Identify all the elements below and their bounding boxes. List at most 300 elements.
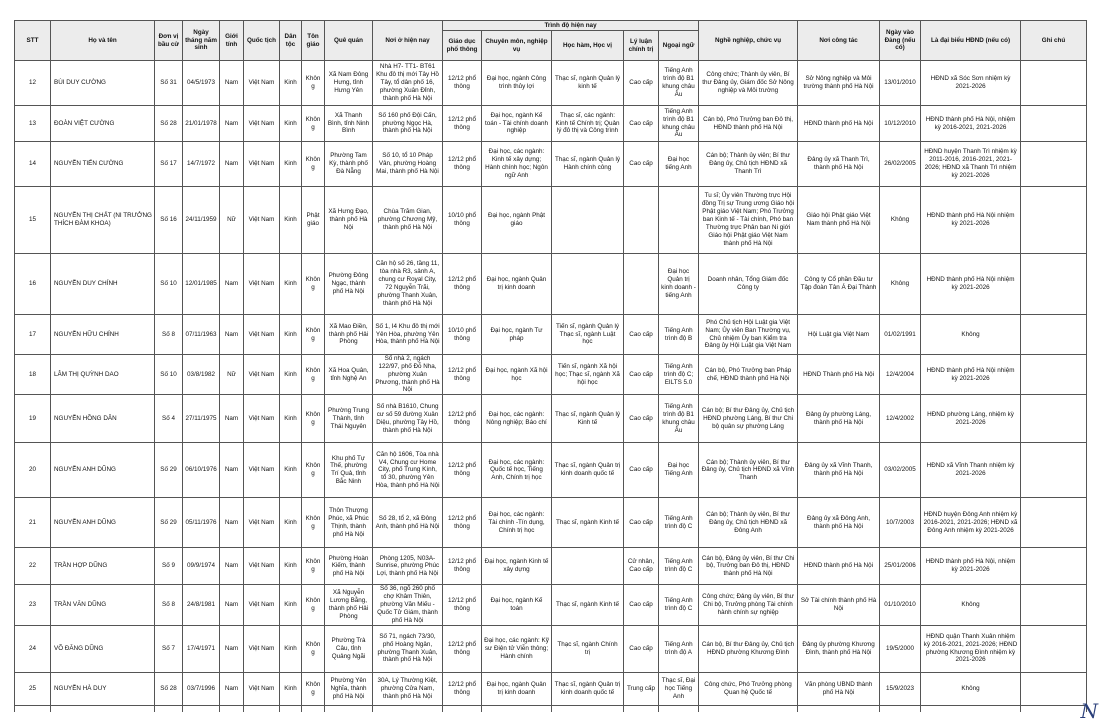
- cell-workplace: Đảng ủy phường Khương Đình, thành phố Hà Nội: [798, 625, 880, 672]
- cell-empty: [624, 705, 659, 712]
- cell-unit: Số 8: [155, 585, 183, 625]
- cell-name: BÙI DUY CƯỜNG: [51, 61, 155, 106]
- cell-name: NGUYỄN ANH DŨNG: [51, 443, 155, 498]
- cell-party-date: 10/7/2003: [880, 498, 921, 548]
- cell-dob: 05/11/1976: [183, 498, 220, 548]
- cell-party-date: 15/9/2023: [880, 672, 921, 705]
- cell-language: Tiếng Anh trình độ B: [659, 315, 699, 355]
- header-residence: Nơi ở hiện nay: [373, 21, 443, 61]
- cell-religion: Không: [302, 672, 325, 705]
- table-row: [15, 106, 1087, 142]
- cell-nationality: Việt Nam: [244, 315, 280, 355]
- cell-workplace: Đảng ủy phường Láng, thành phố Hà Nội: [798, 395, 880, 443]
- cell-note: [1021, 187, 1087, 254]
- cell-degree: [552, 548, 624, 585]
- cell-party-date: 13/01/2010: [880, 61, 921, 106]
- cell-residence: Số 160 phố Đội Cấn, phường Ngọc Hà, thành phố Hà Nội: [373, 106, 443, 142]
- header-delegate: Là đại biểu HĐND (nếu có): [921, 21, 1021, 61]
- cell-party-date: 12/4/2002: [880, 395, 921, 443]
- cell-party-date: Không: [880, 254, 921, 315]
- cell-degree: Thạc sĩ, ngành Kinh tế: [552, 585, 624, 625]
- cell-note: [1021, 395, 1087, 443]
- cell-gender: Nữ: [220, 355, 244, 395]
- header-education-group: Trình độ hiện nay: [443, 21, 699, 31]
- cell-profession: Đại học, ngành Kinh tế xây dựng: [482, 548, 552, 585]
- header-degree: Học hàm, Học vị: [552, 31, 624, 61]
- cell-ethnicity: Kinh: [280, 548, 302, 585]
- cell-unit: Số 10: [155, 355, 183, 395]
- cell-gender: Nam: [220, 106, 244, 142]
- cell-occupation: Cán bộ, Phó Trưởng ban Đô thị, HĐND thành phố Hà Nội: [699, 106, 798, 142]
- cell-unit: Số 7: [155, 625, 183, 672]
- header-gender: Giới tính: [220, 21, 244, 61]
- cell-stt: 18: [15, 355, 51, 395]
- header-language: Ngoại ngữ: [659, 31, 699, 61]
- cell-dob: 17/4/1971: [183, 625, 220, 672]
- cell-profession: Đại học, ngành Quản trị kinh doanh: [482, 672, 552, 705]
- table-row: [15, 254, 1087, 315]
- cell-gender: Nam: [220, 315, 244, 355]
- cell-occupation: Công chức; Thành ủy viên, Bí thư Đảng ủy, Giám đốc Sở Nông nghiệp và Môi trường: [699, 61, 798, 106]
- cell-profession: Đại học, ngành Phật giáo: [482, 187, 552, 254]
- cell-party-date: Không: [880, 187, 921, 254]
- cell-stt: 21: [15, 498, 51, 548]
- cell-party-date: 03/02/2005: [880, 443, 921, 498]
- cell-ethnicity: Kinh: [280, 395, 302, 443]
- cell-occupation: Công chức, Phó Trưởng phòng Quan hệ Quốc tế: [699, 672, 798, 705]
- cell-degree: Thạc sĩ, ngành Quản trị kinh doanh quốc tế: [552, 672, 624, 705]
- cell-unit: Số 9: [155, 548, 183, 585]
- cell-stt: 12: [15, 61, 51, 106]
- header-stt: STT: [15, 21, 51, 61]
- cell-general-edu: 12/12 phổ thông: [443, 585, 482, 625]
- cell-degree: Tiến sĩ, ngành Quản lý Thạc sĩ, ngành Luật học: [552, 315, 624, 355]
- table-row: [15, 585, 1087, 625]
- cell-delegate: HĐND thành phố Hà Nội nhiệm kỳ 2021-2026: [921, 187, 1021, 254]
- cell-empty: [183, 705, 220, 712]
- cell-dob: 14/7/1972: [183, 142, 220, 187]
- cell-stt: 15: [15, 187, 51, 254]
- cell-residence: Số 71, ngách 73/30, phố Hoàng Ngân, phường Thanh Xuân, thành phố Hà Nội: [373, 625, 443, 672]
- cell-ethnicity: Kinh: [280, 142, 302, 187]
- cell-name: NGUYỄN THỊ CHẤT (NI TRƯỞNG THÍCH ĐÀM KHOA): [51, 187, 155, 254]
- cell-delegate: HĐND phường Láng, nhiệm kỳ 2021-2026: [921, 395, 1021, 443]
- cell-degree: Tiến sĩ, ngành Xã hội học; Thạc sĩ, ngành Xã hội học: [552, 355, 624, 395]
- cell-ethnicity: Kinh: [280, 254, 302, 315]
- cell-unit: Số 16: [155, 187, 183, 254]
- cell-gender: Nam: [220, 672, 244, 705]
- cell-occupation: Cán bộ, Bí thư Đảng ủy, Chủ tịch HĐND phường Khương Đình: [699, 625, 798, 672]
- cell-religion: Không: [302, 254, 325, 315]
- cell-party-date: 25/01/2006: [880, 548, 921, 585]
- candidate-table: [14, 20, 1087, 712]
- cell-empty: [244, 705, 280, 712]
- cell-profession: Đại học, các ngành: Kỹ sư Điện tử Viễn thông; Hành chính: [482, 625, 552, 672]
- cell-delegate: HĐND huyện Đông Anh nhiệm kỳ 2016-2021, 2021-2026; HĐND xã Đông Anh nhiệm kỳ 2021-2026: [921, 498, 1021, 548]
- cell-residence: Số 10, tổ 10 Pháp Vân, phường Hoàng Mai, thành phố Hà Nội: [373, 142, 443, 187]
- cell-religion: Không: [302, 443, 325, 498]
- cell-dob: 03/7/1996: [183, 672, 220, 705]
- cell-workplace: HĐND thành phố Hà Nội: [798, 548, 880, 585]
- cell-profession: Đại học, các ngành: Tài chính -Tín dụng, Chính trị học: [482, 498, 552, 548]
- cell-ethnicity: Kinh: [280, 355, 302, 395]
- cell-name: NGUYỄN ANH DŨNG: [51, 498, 155, 548]
- cell-profession: Đại học, ngành Quản trị kinh doanh: [482, 254, 552, 315]
- cell-gender: Nam: [220, 254, 244, 315]
- cell-name: TRẦN VĂN DŨNG: [51, 585, 155, 625]
- cell-note: [1021, 142, 1087, 187]
- cell-political: Cao cấp: [624, 315, 659, 355]
- table-row: [15, 395, 1087, 443]
- cell-party-date: 10/12/2010: [880, 106, 921, 142]
- cell-hometown: Xã Nam Đông Hưng, tỉnh Hưng Yên: [325, 61, 373, 106]
- cell-ethnicity: Kinh: [280, 498, 302, 548]
- cell-language: Tiếng Anh trình độ C; EILTS 5.0: [659, 355, 699, 395]
- cell-nationality: Việt Nam: [244, 498, 280, 548]
- cell-hometown: Xã Hưng Đạo, thành phố Hà Nội: [325, 187, 373, 254]
- cell-party-date: 12/4/2004: [880, 355, 921, 395]
- cell-residence: Nhà H7- TT1- BT61 Khu đô thị mới Tây Hồ Tây, tổ dân phố 16, phường Xuân Đỉnh, thành phố Hà Nội: [373, 61, 443, 106]
- cell-hometown: Xã Hoa Quân, tỉnh Nghệ An: [325, 355, 373, 395]
- header-dob: Ngày tháng năm sinh: [183, 21, 220, 61]
- cell-empty: [1021, 705, 1087, 712]
- table-row: [15, 61, 1087, 106]
- cell-workplace: Văn phòng UBND thành phố Hà Nội: [798, 672, 880, 705]
- cell-gender: Nam: [220, 443, 244, 498]
- cell-name: NGUYỄN HỮU CHÍNH: [51, 315, 155, 355]
- cell-dob: 07/11/1963: [183, 315, 220, 355]
- cell-general-edu: 12/12 phổ thông: [443, 61, 482, 106]
- cell-stt: 24: [15, 625, 51, 672]
- cell-note: [1021, 315, 1087, 355]
- cell-hometown: Xã Mao Điền, thành phố Hải Phòng: [325, 315, 373, 355]
- table-row: [15, 548, 1087, 585]
- header-name: Họ và tên: [51, 21, 155, 61]
- cell-delegate: HĐND thành phố Hà Nội nhiệm kỳ 2021-2026: [921, 254, 1021, 315]
- cell-nationality: Việt Nam: [244, 187, 280, 254]
- table-header: [15, 21, 1087, 61]
- cell-language: Tiếng Anh trình độ B1 khung châu Âu: [659, 395, 699, 443]
- cell-general-edu: 12/12 phổ thông: [443, 443, 482, 498]
- cell-degree: Thạc sĩ, ngành Quản lý Kinh tế: [552, 395, 624, 443]
- cell-language: Tiếng Anh trình độ C: [659, 585, 699, 625]
- cell-language: Tiếng Anh trình độ A: [659, 625, 699, 672]
- cell-residence: Phòng 1205, N03A-Sunrise, phường Phúc Lợi, thành phố Hà Nội: [373, 548, 443, 585]
- cell-dob: 04/5/1973: [183, 61, 220, 106]
- header-note: Ghi chú: [1021, 21, 1087, 61]
- cell-religion: Không: [302, 548, 325, 585]
- cell-language: Đại học Quản trị kinh doanh - tiếng Anh: [659, 254, 699, 315]
- cell-dob: 03/8/1982: [183, 355, 220, 395]
- cell-religion: Không: [302, 585, 325, 625]
- cell-empty: [659, 705, 699, 712]
- cell-political: [624, 187, 659, 254]
- cell-name: NGUYỄN HỒNG DÂN: [51, 395, 155, 443]
- cell-general-edu: 12/12 phổ thông: [443, 142, 482, 187]
- cell-unit: Số 8: [155, 315, 183, 355]
- cell-delegate: HĐND xã Vĩnh Thanh nhiệm kỳ 2021-2026: [921, 443, 1021, 498]
- cell-empty: [921, 705, 1021, 712]
- cell-gender: Nam: [220, 625, 244, 672]
- cell-delegate: HĐND quận Thanh Xuân nhiệm kỳ 2016-2021, 2021-2026; HĐND phường Khương Đình nhiệm kỳ 2021-2026: [921, 625, 1021, 672]
- cell-residence: Số 1, I4 Khu đô thị mới Yên Hòa, phường Yên Hòa, thành phố Hà Nội: [373, 315, 443, 355]
- cell-note: [1021, 498, 1087, 548]
- cell-language: Tiếng Anh trình độ B1 khung châu Âu: [659, 61, 699, 106]
- cell-profession: Đại học, ngành Tư pháp: [482, 315, 552, 355]
- cell-religion: Phật giáo: [302, 187, 325, 254]
- cell-note: [1021, 548, 1087, 585]
- cell-general-edu: 12/12 phổ thông: [443, 254, 482, 315]
- cell-political: Cao cấp: [624, 498, 659, 548]
- cell-degree: Thạc sĩ, ngành Quản lý kinh tế: [552, 61, 624, 106]
- cell-occupation: Tu sĩ; Ủy viên Thường trực Hội đồng Trị sự Trung ương Giáo hội Phật giáo Việt Nam; Phó Trưởng ban Kinh tế - Tài chính, Phó ban Thường trực Phân ban Ni giới Giáo hội Phật giáo Việt Nam thành phố Hà Nội: [699, 187, 798, 254]
- cell-workplace: HĐND thành phố Hà Nội: [798, 106, 880, 142]
- cell-profession: Đại học, ngành Xã hội học: [482, 355, 552, 395]
- cell-profession: Đại học, các ngành: Kinh tế xây dựng; Hành chính học; Ngôn ngữ Anh: [482, 142, 552, 187]
- cell-profession: Đại học, ngành Công trình thủy lợi: [482, 61, 552, 106]
- cell-name: VÕ ĐĂNG DŨNG: [51, 625, 155, 672]
- cell-general-edu: 12/12 phổ thông: [443, 672, 482, 705]
- cell-stt: 13: [15, 106, 51, 142]
- cell-ethnicity: Kinh: [280, 443, 302, 498]
- cell-religion: Không: [302, 498, 325, 548]
- cell-political: Cao cấp: [624, 395, 659, 443]
- cell-name: LÂM THỊ QUỲNH DAO: [51, 355, 155, 395]
- cell-dob: 21/01/1978: [183, 106, 220, 142]
- cell-ethnicity: Kinh: [280, 625, 302, 672]
- cell-empty: [155, 705, 183, 712]
- cell-ethnicity: Kinh: [280, 187, 302, 254]
- cell-name: NGUYỄN HÀ DUY: [51, 672, 155, 705]
- table-body: [15, 61, 1087, 712]
- cell-hometown: Phường Trung Thành, tỉnh Thái Nguyên: [325, 395, 373, 443]
- cell-empty: [15, 705, 51, 712]
- cell-hometown: Phường Tam Kỳ, thành phố Đà Nẵng: [325, 142, 373, 187]
- header-political: Lý luận chính trị: [624, 31, 659, 61]
- cell-language: Đại học Tiếng Anh: [659, 443, 699, 498]
- cell-language: Tiếng Anh trình độ C: [659, 498, 699, 548]
- cell-political: Cao cấp: [624, 142, 659, 187]
- cell-stt: 20: [15, 443, 51, 498]
- cell-delegate: Không: [921, 585, 1021, 625]
- cell-dob: 27/11/1975: [183, 395, 220, 443]
- header-nationality: Quốc tịch: [244, 21, 280, 61]
- cell-dob: 09/9/1974: [183, 548, 220, 585]
- cell-degree: [552, 254, 624, 315]
- cell-hometown: Phường Hoàn Kiếm, thành phố Hà Nội: [325, 548, 373, 585]
- cell-workplace: Đảng ủy xã Đông Anh, thành phố Hà Nội: [798, 498, 880, 548]
- cell-residence: Chùa Trăm Gian, phường Chương Mỹ, thành phố Hà Nội: [373, 187, 443, 254]
- header-unit: Đơn vị bầu cử: [155, 21, 183, 61]
- cell-empty: [302, 705, 325, 712]
- cell-workplace: Giáo hội Phật giáo Việt Nam thành phố Hà Nội: [798, 187, 880, 254]
- table-row: [15, 705, 1087, 712]
- cell-political: Trung cấp: [624, 672, 659, 705]
- cell-nationality: Việt Nam: [244, 106, 280, 142]
- cell-nationality: Việt Nam: [244, 355, 280, 395]
- header-workplace: Nơi công tác: [798, 21, 880, 61]
- cell-language: Đại học tiếng Anh: [659, 142, 699, 187]
- cell-hometown: Phường Trà Câu, tỉnh Quảng Ngãi: [325, 625, 373, 672]
- cell-empty: [880, 705, 921, 712]
- cell-general-edu: 12/12 phổ thông: [443, 498, 482, 548]
- cell-delegate: Không: [921, 672, 1021, 705]
- cell-religion: Không: [302, 625, 325, 672]
- cell-gender: Nam: [220, 61, 244, 106]
- cell-unit: Số 10: [155, 254, 183, 315]
- cell-gender: Nam: [220, 548, 244, 585]
- cell-delegate: HĐND xã Sóc Sơn nhiệm kỳ 2021-2026: [921, 61, 1021, 106]
- cell-political: Cao cấp: [624, 106, 659, 142]
- cell-empty: [325, 705, 373, 712]
- cell-empty: [482, 705, 552, 712]
- cell-residence: Số nhà B1610, Chung cư số 59 đường Xuân Diệu, phường Tây Hồ, thành phố Hà Nội: [373, 395, 443, 443]
- cell-language: Thạc sĩ, Đại học Tiếng Anh: [659, 672, 699, 705]
- cell-profession: Đại học, ngành Kế toán - Tài chính doanh nghiệp: [482, 106, 552, 142]
- cell-language: Tiếng Anh trình độ C: [659, 548, 699, 585]
- cell-stt: 16: [15, 254, 51, 315]
- cell-gender: Nữ: [220, 187, 244, 254]
- cell-nationality: Việt Nam: [244, 254, 280, 315]
- cell-occupation: Cán bộ; Thành ủy viên; Bí thư Đảng ủy, Chủ tịch HĐND xã Thanh Trì: [699, 142, 798, 187]
- header-religion: Tôn giáo: [302, 21, 325, 61]
- cell-note: [1021, 585, 1087, 625]
- cell-language: [659, 187, 699, 254]
- cell-religion: Không: [302, 395, 325, 443]
- cell-residence: Căn hộ số 26, tầng 11, tòa nhà R3, sảnh A, chung cư Royal City, 72 Nguyễn Trãi, phường Thanh Xuân, thành phố Hà Nội: [373, 254, 443, 315]
- cell-occupation: Công chức; Đảng ủy viên, Bí thư Chi bộ, Trưởng phòng Tài chính hành chính sự nghiệp: [699, 585, 798, 625]
- cell-profession: Đại học, các ngành: Quốc tế học, Tiếng Anh, Chính trị học: [482, 443, 552, 498]
- cell-empty: [699, 705, 798, 712]
- header-general-edu: Giáo dục phổ thông: [443, 31, 482, 61]
- cell-stt: 25: [15, 672, 51, 705]
- cell-empty: [280, 705, 302, 712]
- cell-hometown: Xã Thanh Bình, tỉnh Ninh Bình: [325, 106, 373, 142]
- cell-degree: Thạc sĩ, ngành Quản trị kinh doanh quốc tế: [552, 443, 624, 498]
- cell-degree: Thạc sĩ, ngành Quản lý Hành chính công: [552, 142, 624, 187]
- cell-workplace: Sở Tài chính thành phố Hà Nội: [798, 585, 880, 625]
- cell-empty: [552, 705, 624, 712]
- cell-political: [624, 254, 659, 315]
- cell-unit: Số 28: [155, 106, 183, 142]
- cell-party-date: 19/5/2000: [880, 625, 921, 672]
- cell-occupation: Cán bộ; Thành ủy viên, Bí thư Đảng ủy, Chủ tịch HĐND xã Vĩnh Thanh: [699, 443, 798, 498]
- cell-hometown: Thôn Thượng Phúc, xã Phúc Thịnh, thành phố Hà Nội: [325, 498, 373, 548]
- cell-political: Cử nhân, Cao cấp: [624, 548, 659, 585]
- cell-degree: Thạc sĩ, ngành Kinh tế: [552, 498, 624, 548]
- cell-unit: Số 29: [155, 498, 183, 548]
- cell-nationality: Việt Nam: [244, 142, 280, 187]
- cell-profession: Đại học, ngành Kế toán: [482, 585, 552, 625]
- cell-delegate: HĐND huyện Thanh Trì nhiệm kỳ 2011-2016, 2016-2021, 2021-2026; HĐND xã Thanh Trì nhiệm kỳ 2021-2026: [921, 142, 1021, 187]
- cell-dob: 24/8/1981: [183, 585, 220, 625]
- cell-nationality: Việt Nam: [244, 625, 280, 672]
- cell-note: [1021, 625, 1087, 672]
- cell-profession: Đại học, các ngành: Nông nghiệp; Báo chí: [482, 395, 552, 443]
- cell-residence: Số 36, ngõ 260 phố chợ Khâm Thiên, phường Văn Miếu - Quốc Tử Giám, thành phố Hà Nội: [373, 585, 443, 625]
- table-row: [15, 187, 1087, 254]
- cell-delegate: Không: [921, 315, 1021, 355]
- table-row: [15, 315, 1087, 355]
- cell-empty: [798, 705, 880, 712]
- cell-residence: Số nhà 2, ngách 122/97, phố Đỗ Nha, phường Xuân Phương, thành phố Hà Nội: [373, 355, 443, 395]
- cell-degree: [552, 187, 624, 254]
- cell-residence: Số 28, tổ 2, xã Đông Anh, thành phố Hà Nội: [373, 498, 443, 548]
- cell-degree: Thạc sĩ, các ngành: Kinh tế Chính trị; Quản lý đô thị và Công trình: [552, 106, 624, 142]
- cell-political: Cao cấp: [624, 355, 659, 395]
- cell-stt: 22: [15, 548, 51, 585]
- cell-occupation: Cán bộ; Thành ủy viên, Bí thư Đảng ủy, Chủ tịch HĐND xã Đông Anh: [699, 498, 798, 548]
- cell-note: [1021, 355, 1087, 395]
- cell-workplace: Hội Luật gia Việt Nam: [798, 315, 880, 355]
- cell-general-edu: 12/12 phổ thông: [443, 106, 482, 142]
- cell-hometown: Phường Yên Nghĩa, thành phố Hà Nội: [325, 672, 373, 705]
- cell-note: [1021, 672, 1087, 705]
- table-row: [15, 355, 1087, 395]
- cell-unit: Số 4: [155, 395, 183, 443]
- table-row: [15, 672, 1087, 705]
- cell-political: Cao cấp: [624, 625, 659, 672]
- cell-religion: Không: [302, 142, 325, 187]
- cell-workplace: Sở Nông nghiệp và Môi trường thành phố Hà Nội: [798, 61, 880, 106]
- cell-unit: Số 29: [155, 443, 183, 498]
- cell-religion: Không: [302, 61, 325, 106]
- cell-hometown: Khu phố Tự Thế, phường Trí Quả, tỉnh Bắc Ninh: [325, 443, 373, 498]
- cell-workplace: Đảng ủy xã Vĩnh Thanh, thành phố Hà Nội: [798, 443, 880, 498]
- cell-gender: Nam: [220, 395, 244, 443]
- cell-nationality: Việt Nam: [244, 395, 280, 443]
- header-occupation: Nghề nghiệp, chức vụ: [699, 21, 798, 61]
- cell-general-edu: 10/10 phổ thông: [443, 315, 482, 355]
- cell-ethnicity: Kinh: [280, 672, 302, 705]
- cell-delegate: HĐND thành phố Hà Nội, nhiệm kỳ 2021-2026: [921, 548, 1021, 585]
- cell-occupation: Cán bộ, Phó Trưởng ban Pháp chế, HĐND thành phố Hà Nội: [699, 355, 798, 395]
- cell-occupation: Phó Chủ tịch Hội Luật gia Việt Nam; Ủy viên Ban Thường vụ, Chủ nhiệm Ủy ban Kiểm tra Đảng ủy Hội Luật gia Việt Nam: [699, 315, 798, 355]
- cell-party-date: 01/10/2010: [880, 585, 921, 625]
- cell-name: NGUYỄN DUY CHÍNH: [51, 254, 155, 315]
- cell-nationality: Việt Nam: [244, 61, 280, 106]
- cell-general-edu: 12/12 phổ thông: [443, 355, 482, 395]
- cell-language: Tiếng Anh trình độ B1 khung châu Âu: [659, 106, 699, 142]
- cell-ethnicity: Kinh: [280, 585, 302, 625]
- table-row: [15, 443, 1087, 498]
- cell-ethnicity: Kinh: [280, 106, 302, 142]
- candidate-list-sheet: [14, 20, 1086, 712]
- cell-unit: Số 28: [155, 672, 183, 705]
- cell-degree: Thạc sĩ, ngành Chính trị: [552, 625, 624, 672]
- cell-hometown: Xã Nguyễn Lương Bằng, thành phố Hải Phòng: [325, 585, 373, 625]
- cell-stt: 17: [15, 315, 51, 355]
- cell-residence: Căn hộ 1606, Tòa nhà V4, Chung cư Home City, phố Trung Kính, tổ 30, phường Yên Hòa, thành phố Hà Nội: [373, 443, 443, 498]
- cell-note: [1021, 443, 1087, 498]
- header-party-date: Ngày vào Đảng (nếu có): [880, 21, 921, 61]
- cell-workplace: Công ty Cổ phần Đầu tư Tập đoàn Tân Á Đại Thành: [798, 254, 880, 315]
- cell-ethnicity: Kinh: [280, 61, 302, 106]
- cell-workplace: HĐND Thành phố Hà Nội: [798, 355, 880, 395]
- cell-unit: Số 17: [155, 142, 183, 187]
- cell-nationality: Việt Nam: [244, 443, 280, 498]
- cell-delegate: HĐND thành phố Hà Nội, nhiệm kỳ 2016-2021, 2021-2026: [921, 106, 1021, 142]
- table-row: [15, 625, 1087, 672]
- cell-dob: 24/11/1959: [183, 187, 220, 254]
- header-hometown: Quê quán: [325, 21, 373, 61]
- cell-empty: [51, 705, 155, 712]
- cell-gender: Nam: [220, 498, 244, 548]
- cell-stt: 19: [15, 395, 51, 443]
- cell-occupation: Cán bộ; Bí thư Đảng ủy, Chủ tịch HĐND phường Láng, Bí thư Chi bộ quân sự phường Láng: [699, 395, 798, 443]
- cell-nationality: Việt Nam: [244, 548, 280, 585]
- cell-religion: Không: [302, 106, 325, 142]
